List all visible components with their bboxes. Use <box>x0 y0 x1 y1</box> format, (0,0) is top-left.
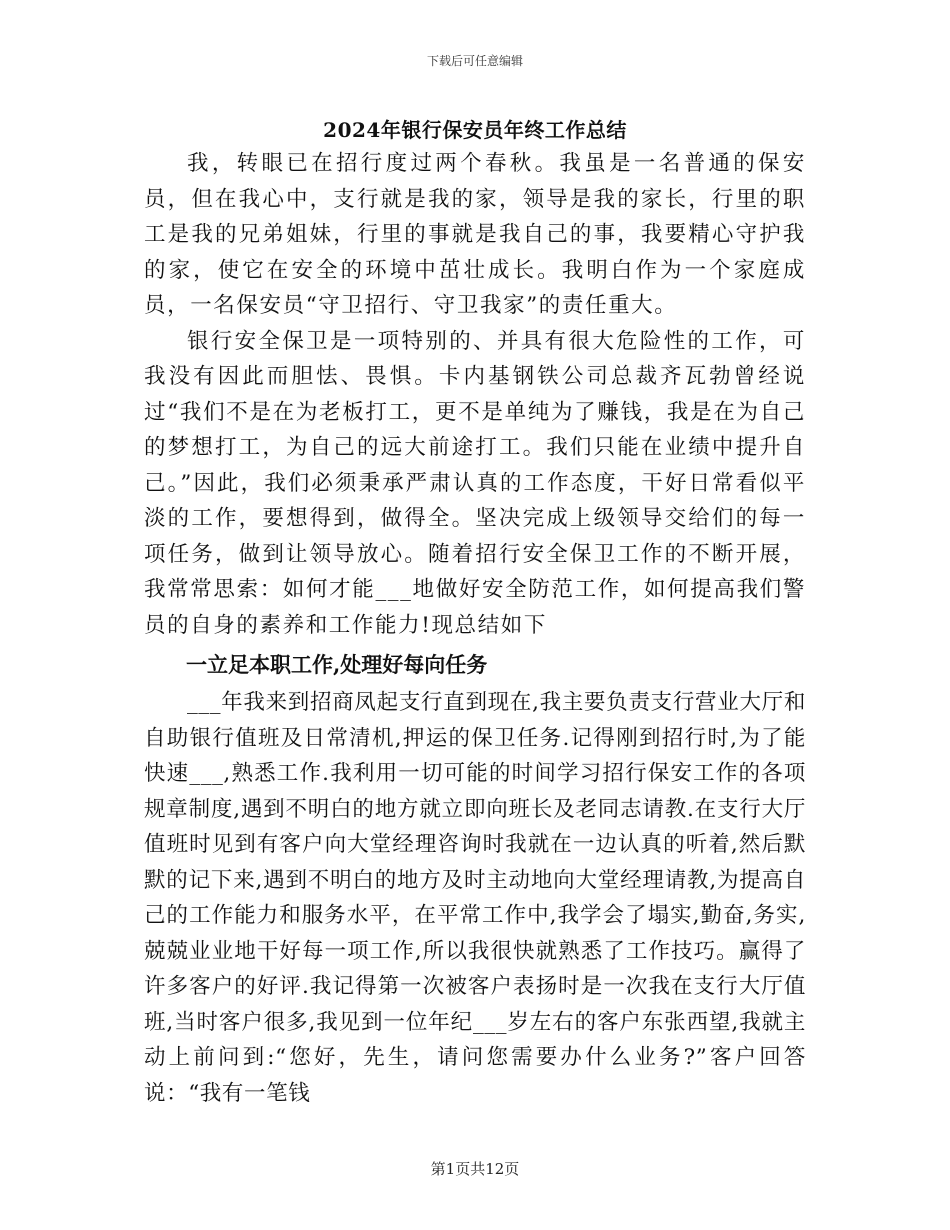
paragraph-section-one: ___年我来到招商凤起支行直到现在,我主要负责支行营业大厅和自助银行值班及日常清机,押运的保卫任务.记得刚到招行时,为了能快速___,熟悉工作.我利用一切可能的时间学习招行保安工作的各项规章制度,遇到不明白的地方就立即向班长及老同志请教.在支行大厅值班时见到有客户向大堂经理咨询时我就在一边认真的听着,然后默默的记下来,遇到不明白的地方及时主动地向大堂经理请教,为提高自己的工作能力和服务水平，在平常工作中,我学会了塌实,勤奋,务实,兢兢业业地干好每一项工作,所以我很快就熟悉了工作技巧。赢得了许多客户的好评.我记得第一次被客户表扬时是一次我在支行大厅值班,当时客户很多,我见到一位年纪___岁左右的客户东张西望,我就主动上前问到:“您好，先生，请问您需要办什么业务?”客户回答说：“我有一笔钱 <box>144 690 806 1106</box>
header-note: 下载后可任意编辑 <box>426 54 523 68</box>
page-number-footer: 第1页共12页 <box>430 1160 520 1178</box>
document-body <box>144 146 806 1111</box>
section-heading: 一立足本职工作,处理好每向任务 <box>186 652 488 677</box>
paragraph-intro: 我，转眼已在招行度过两个春秋。我虽是一名普通的保安员，但在我心中，支行就是我的家，领导是我的家长，行里的职工是我的兄弟姐妹，行里的事就是我自己的事，我要精心守护我的家，使它在安全的环境中茁壮成长。我明白作为一个家庭成员，一名保安员“守卫招行、守卫我家”的责任重大。 <box>144 151 806 318</box>
document-title: 2024年银行保安员年终工作总结 <box>323 118 627 142</box>
paragraph-security-work: 银行安全保卫是一项特别的、并具有很大危险性的工作，可我没有因此而胆怯、畏惧。卡内基钢铁公司总裁齐瓦勃曾经说过“我们不是在为老板打工，更不是单纯为了赚钱，我是在为自己的梦想打工，为自己的远大前途打工。我们只能在业绩中提升自己。”因此，我们必须秉承严肃认真的工作态度，干好日常看似平淡的工作，要想得到，做得全。坚决完成上级领导交给们的每一项任务，做到让领导放心。随着招行安全保卫工作的不断开展，我常常思索：如何才能___地做好安全防范工作，如何提高我们警员的自身的素养和工作能力!现总结如下 <box>144 328 806 638</box>
